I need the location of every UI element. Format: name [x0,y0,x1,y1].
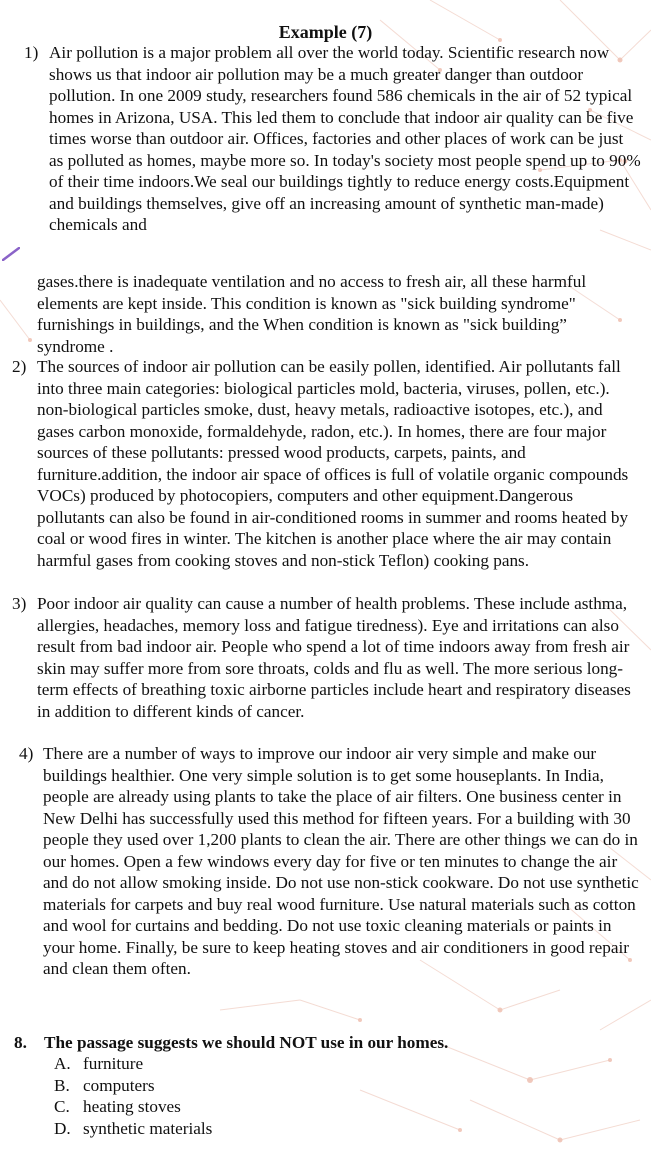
paragraph-4-text: There are a number of ways to improve our indoor air very simple and make our buildings healthier. One very simple solution is to get some houseplants. In India, people are already using plants to take the place of air filters. One business center in New Delhi has successfully used this method for fifteen years. For a building with 30 people they used over 1,200 plants to clean the air. There are other things we can do in our homes. Open a few windows every day for five or ten minutes to change the air and do not allow smoking inside. Do not use non-stick cookware. Do not use synthetic materials for carpets and buy real wood furniture. Use natural materials such as cotton and wool for curtains and bedding. Do not use toxic cleaning materials or paints in your home. Finally, be sure to keep heating stoves and air conditioners in good repair and clean them often. [43,744,639,978]
option-text: furniture [83,1054,144,1073]
question-number: 8. [14,1033,27,1052]
answer-options [54,1053,212,1139]
option-d[interactable] [54,1118,212,1140]
paragraph-3-text: Poor indoor air quality can cause a number of health problems. These include asthma, allergies, headaches, memory loss and fatigue tiredness). Eye and irritations can also result from bad indoor air. People who spend a lot of time indoors away from fresh air skin may suffer more from sore throats, colds and flu as well. The more serious long-term effects of breathing toxic airborne particles include heart and respiratory diseases in addition to different kinds of cancer. [37,594,631,721]
paragraph-3-number: 3) [12,594,27,613]
option-text: heating stoves [83,1097,181,1116]
option-letter: B. [54,1075,70,1095]
option-text: synthetic materials [83,1118,213,1138]
question-stem [14,1032,448,1054]
example-title: Example (7) [278,22,373,42]
pen-mark-icon [2,247,20,261]
option-letter: A. [54,1054,71,1073]
option-c[interactable] [54,1096,212,1118]
option-b[interactable] [54,1075,212,1097]
option-text: computers [83,1075,155,1095]
paragraph-2-text: The sources of indoor air pollution can be easily pollen, identified. Air pollutants fall into three main categories: biological particles mold, bacteria, viruses, pollen, etc.). non-biological particles smoke, dust, heavy metals, radioactive isotopes, etc.), and gases carbon monoxide, formaldehyde, radon, etc.). In homes, there are four major sources of these pollutants: pressed wood products, carpets, paints, and furniture.addition, the indoor air space of offices is full of volatile organic compounds VOCs) produced by photocopiers, computers and other equipment.Dangerous pollutants can also be found in air-conditioned rooms in summer and rooms heated by coal or wood fires in winter. The kitchen is another place where the air may contain harmful gases from cooking stoves and non-stick Teflon) cooking pans. [37,357,629,570]
paragraph-1-number: 1) [24,43,39,62]
paragraph-4-number: 4) [19,744,34,763]
option-a[interactable] [54,1053,212,1075]
paragraph-1-text: Air pollution is a major problem all over the world today. Scientific research now shows us that indoor air pollution may be a much greater danger than outdoor pollution. In one 2009 study, researchers found 586 chemicals in the air of 52 typical homes in Arizona, USA. This led them to conclude that indoor air quality can be five times worse than outdoor air. Offices, factories and other places of work can be just as polluted as homes, maybe more so. In today's society most people spend up to 90% of their time indoors.We seal our buildings tightly to reduce energy costs.Equipment and buildings themselves, give off an increasing amount of synthetic man-made) chemicals and [49,43,641,234]
paragraph-1-continuation: gases.there is inadequate ventilation and no access to fresh air, all these harmful elements are kept inside. This condition is known as "sick building syndrome" furnishings in buildings, and the When condition is known as "sick building” syndrome . [37,272,587,356]
option-letter: C. [54,1097,70,1116]
option-letter: D. [54,1118,71,1138]
paragraph-2-number: 2) [12,357,27,376]
question-text: The passage suggests we should NOT use in our homes. [44,1033,449,1052]
